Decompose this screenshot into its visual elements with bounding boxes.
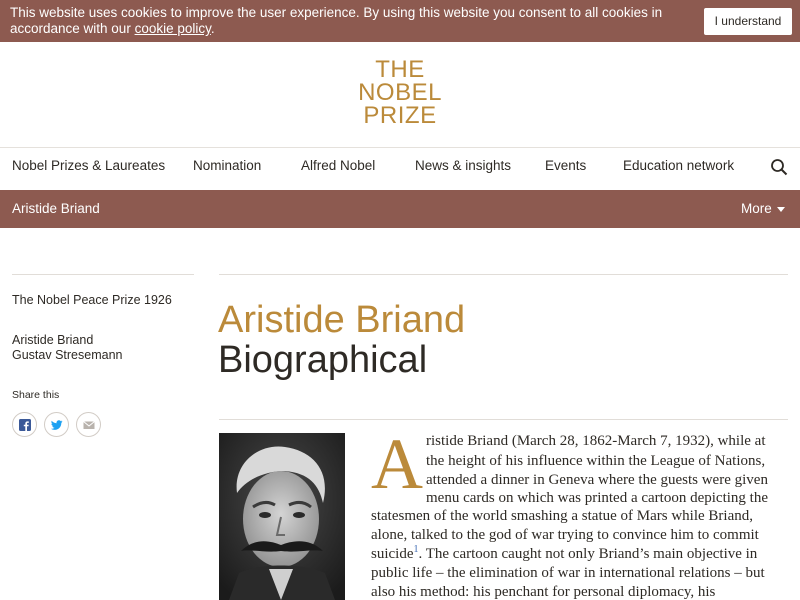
cookie-banner	[0, 0, 800, 42]
cookie-suffix: .	[210, 21, 215, 36]
body-line-7-start: suicide	[371, 546, 414, 562]
body-line-7-end: . The cartoon caught not only Briand’s main objective in	[418, 546, 758, 562]
nav-item-education[interactable]: Education network	[623, 158, 735, 173]
nav-item-events[interactable]: Events	[545, 158, 587, 173]
nav-item-news[interactable]: News & insights	[415, 158, 512, 173]
email-icon[interactable]	[76, 412, 101, 437]
cookie-message	[10, 5, 690, 37]
nav-item-nomination[interactable]: Nomination	[193, 158, 262, 173]
more-menu-button[interactable]: More	[741, 201, 772, 216]
body-line-3: attended a dinner in Geneva where the guests were given	[426, 472, 768, 488]
drop-cap: A	[371, 424, 423, 504]
laureate-link-stresemann[interactable]: Gustav Stresemann	[12, 348, 123, 362]
chevron-down-icon[interactable]	[777, 207, 785, 212]
cookie-policy-link[interactable]: cookie policy	[134, 21, 211, 36]
laureate-link-briand[interactable]: Aristide Briand	[12, 333, 94, 347]
content-top-divider	[219, 274, 788, 275]
subnav-title[interactable]: Aristide Briand	[12, 201, 100, 216]
sidebar-divider	[12, 274, 194, 275]
logo-line-2: NOBEL	[358, 79, 442, 106]
twitter-icon[interactable]	[44, 412, 69, 437]
nav-divider	[0, 147, 800, 148]
page-title: Biographical	[218, 339, 428, 381]
body-line-4: menu cards on which was printed a cartoon depicting the	[426, 490, 768, 506]
body-line-5: statesmen of the world smashing a statue of Mars while Briand,	[371, 508, 754, 524]
laureate-name-heading: Aristide Briand	[218, 299, 466, 341]
prize-link[interactable]: The Nobel Peace Prize 1926	[12, 293, 172, 307]
search-icon[interactable]	[770, 158, 788, 176]
nobel-prize-logo[interactable]	[340, 58, 460, 127]
logo-line-3: PRIZE	[363, 102, 437, 129]
accept-cookies-button[interactable]: I understand	[704, 8, 792, 35]
cookie-text: This website uses cookies to improve the user experience. By using this website you consent to all cookies in accordance with our	[10, 5, 663, 36]
content-divider	[219, 419, 788, 420]
logo-line-1: THE	[375, 56, 425, 83]
laureate-subnav	[0, 190, 800, 228]
nav-item-alfred-nobel[interactable]: Alfred Nobel	[301, 158, 376, 173]
share-label: Share this	[12, 389, 60, 401]
facebook-icon[interactable]	[12, 412, 37, 437]
nav-item-laureates[interactable]: Nobel Prizes & Laureates	[12, 158, 166, 173]
body-line-7	[371, 546, 757, 563]
body-line-8: public life – the elimination of war in international relations – but	[371, 565, 765, 581]
laureate-portrait	[219, 433, 345, 600]
body-line-2: the height of his influence within the League of Nations,	[426, 453, 766, 469]
body-line-9: also his method: his penchant for personal diplomacy, his	[371, 584, 716, 600]
footnote-link[interactable]: 1	[413, 544, 419, 555]
body-line-6: alone, talked to the god of war trying to convince him to commit	[371, 527, 759, 543]
body-line-1: ristide Briand (March 28, 1862-March 7, 1932), while at	[426, 433, 766, 449]
